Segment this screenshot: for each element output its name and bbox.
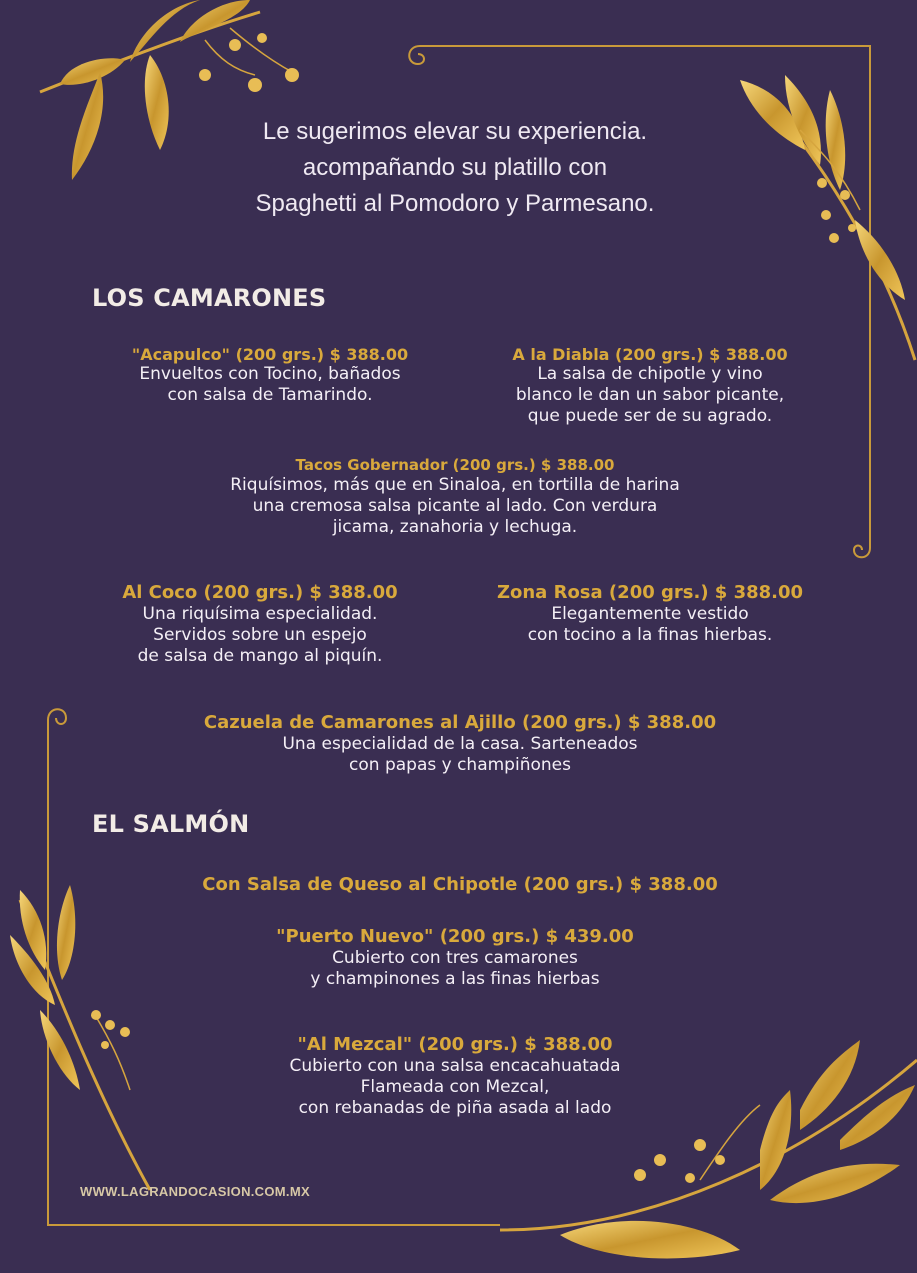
item-name: Zona Rosa (200 grs.) $ 388.00: [496, 582, 804, 603]
item-name: A la Diabla (200 grs.) $ 388.00: [512, 345, 788, 364]
item-description: Una riquísima especialidad. Servidos sobre un espejo de salsa de mango al piquín.: [137, 604, 383, 666]
item-description: Cubierto con una salsa encacahuatada Flameada con Mezcal, con rebanadas de piña asada al lado: [289, 1056, 621, 1118]
menu-item-a-la-diabla: [440, 345, 860, 427]
item-name: Con Salsa de Queso al Chipotle (200 grs.) $ 388.00: [202, 874, 718, 895]
item-name: "Acapulco" (200 grs.) $ 388.00: [131, 345, 409, 364]
intro-line-1: Le sugerimos elevar su experiencia.: [262, 118, 648, 145]
menu-item-acapulco: [60, 345, 480, 406]
website-url: WWW.LAGRANDOCASION.COM.MX: [80, 1184, 310, 1199]
item-name: "Al Mezcal" (200 grs.) $ 388.00: [297, 1034, 613, 1055]
intro-line-2: acompañando su platillo con: [302, 154, 608, 181]
menu-item-zona-rosa: [440, 582, 860, 646]
menu-item-cazuela-ajillo: [80, 712, 840, 776]
item-description: La salsa de chipotle y vino blanco le dan un sabor picante, que puede ser de su agrado.: [515, 364, 785, 426]
menu-item-al-coco: [40, 582, 480, 667]
item-name: Al Coco (200 grs.) $ 388.00: [122, 582, 398, 603]
section-title-salmon: EL SALMÓN: [92, 810, 250, 838]
item-description: Riquísimos, más que en Sinaloa, en tortilla de harina una cremosa salsa picante al lado. Con verdura jicama, zanahoria y lechuga.: [230, 475, 680, 537]
item-name: Tacos Gobernador (200 grs.) $ 388.00: [295, 456, 615, 474]
item-name: "Puerto Nuevo" (200 grs.) $ 439.00: [276, 926, 634, 947]
menu-item-queso-chipotle: [80, 874, 840, 896]
intro-line-3: Spaghetti al Pomodoro y Parmesano.: [255, 190, 655, 217]
item-description: Envueltos con Tocino, bañados con salsa de Tamarindo.: [139, 364, 401, 405]
menu-item-al-mezcal: [150, 1034, 760, 1119]
leaf-ornament-left-icon: [10, 885, 150, 1190]
item-description: Una especialidad de la casa. Sarteneados con papas y champiñones: [282, 734, 638, 775]
item-description: Cubierto con tres camarones y champinones a las finas hierbas: [310, 948, 600, 989]
section-title-camarones: LOS CAMARONES: [92, 284, 327, 312]
item-name: Cazuela de Camarones al Ajillo (200 grs.) $ 388.00: [203, 712, 717, 733]
intro-message: [150, 114, 760, 222]
menu-item-puerto-nuevo: [150, 926, 760, 990]
menu-item-tacos-gobernador: [100, 456, 810, 538]
item-description: Elegantemente vestido con tocino a la finas hierbas.: [527, 604, 773, 645]
leaf-ornament-right-icon: [740, 75, 915, 360]
